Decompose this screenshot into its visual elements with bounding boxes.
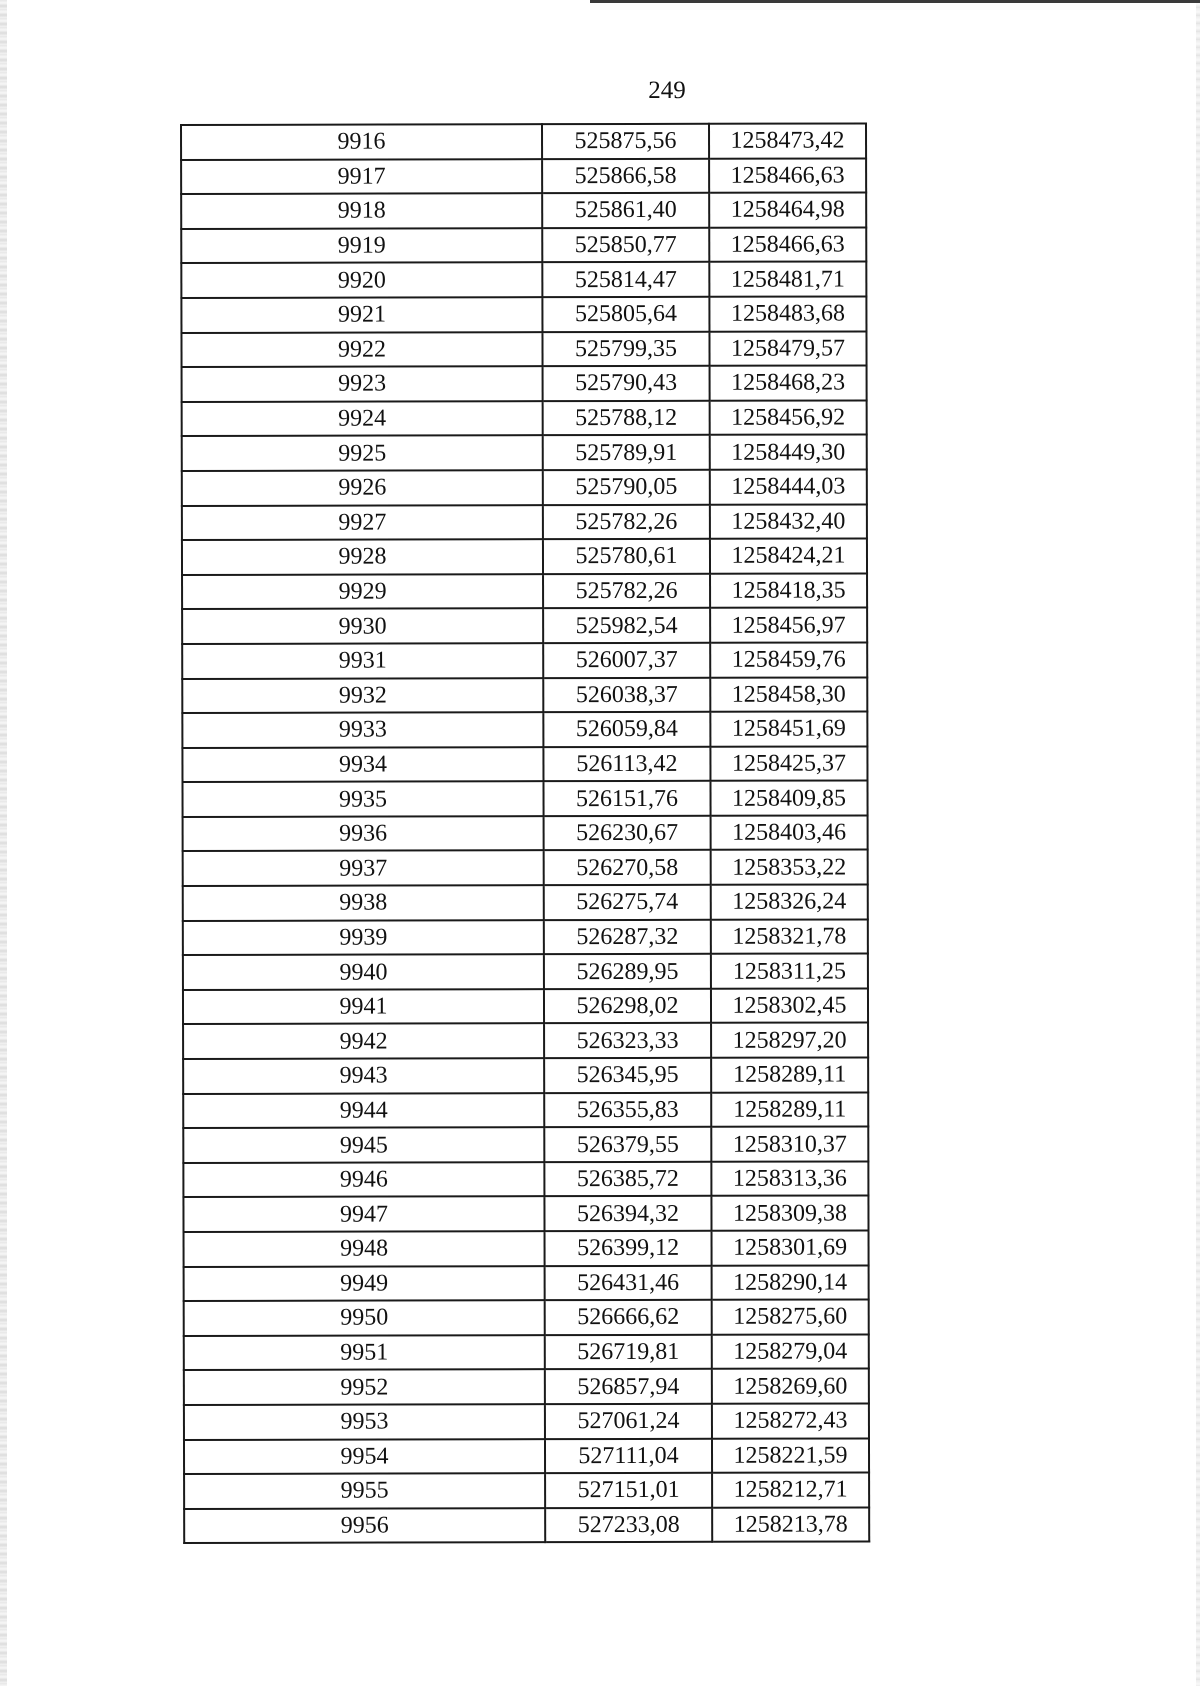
- x-coordinate-cell: 525790,05: [543, 470, 710, 505]
- table-row: [184, 1507, 869, 1543]
- point-number-cell: 9929: [182, 574, 543, 609]
- x-coordinate-cell: 525780,61: [543, 539, 710, 574]
- point-number-cell: 9919: [181, 228, 542, 263]
- x-coordinate-cell: 527151,01: [545, 1473, 712, 1508]
- y-coordinate-cell: 1258403,46: [711, 815, 868, 850]
- y-coordinate-cell: 1258212,71: [712, 1473, 869, 1508]
- x-coordinate-cell: 526399,12: [545, 1231, 712, 1266]
- x-coordinate-cell: 526323,33: [544, 1023, 711, 1058]
- table-row: [183, 885, 868, 921]
- y-coordinate-cell: 1258326,24: [711, 885, 868, 920]
- x-coordinate-cell: 525788,12: [543, 401, 710, 436]
- point-number-cell: 9924: [182, 401, 543, 436]
- table-row: [184, 1438, 869, 1474]
- table-row: [181, 158, 866, 194]
- x-coordinate-cell: 526059,84: [543, 712, 710, 747]
- point-number-cell: 9934: [182, 747, 543, 782]
- y-coordinate-cell: 1258289,11: [711, 1057, 868, 1092]
- y-coordinate-cell: 1258459,76: [710, 642, 867, 677]
- table-row: [183, 850, 868, 886]
- y-coordinate-cell: 1258449,30: [710, 435, 867, 470]
- point-number-cell: 9935: [182, 781, 543, 816]
- table-row: [184, 1265, 869, 1301]
- y-coordinate-cell: 1258301,69: [712, 1230, 869, 1265]
- table-row: [183, 1057, 868, 1093]
- y-coordinate-cell: 1258309,38: [711, 1196, 868, 1231]
- point-number-cell: 9931: [182, 643, 543, 678]
- point-number-cell: 9944: [183, 1093, 544, 1128]
- table-row: [181, 227, 866, 263]
- point-number-cell: 9920: [181, 263, 542, 298]
- point-number-cell: 9942: [183, 1024, 544, 1059]
- table-row: [182, 642, 867, 678]
- x-coordinate-cell: 526719,81: [545, 1335, 712, 1370]
- table-row: [182, 366, 867, 402]
- point-number-cell: 9925: [182, 436, 543, 471]
- table-row: [184, 1230, 869, 1266]
- x-coordinate-cell: 526007,37: [543, 643, 710, 678]
- point-number-cell: 9955: [184, 1473, 545, 1508]
- point-number-cell: 9956: [184, 1508, 545, 1543]
- x-coordinate-cell: 526289,95: [544, 954, 711, 989]
- table-row: [182, 781, 867, 817]
- table-row: [183, 1161, 868, 1197]
- table-row: [184, 1334, 869, 1370]
- table-row: [184, 1403, 869, 1439]
- point-number-cell: 9936: [183, 816, 544, 851]
- point-number-cell: 9948: [184, 1231, 545, 1266]
- table-row: [184, 1369, 869, 1405]
- point-number-cell: 9918: [181, 193, 542, 228]
- y-coordinate-cell: 1258464,98: [709, 193, 866, 228]
- y-coordinate-cell: 1258451,69: [710, 712, 867, 747]
- x-coordinate-cell: 526345,95: [544, 1058, 711, 1093]
- y-coordinate-cell: 1258353,22: [711, 850, 868, 885]
- point-number-cell: 9947: [183, 1197, 544, 1232]
- x-coordinate-cell: 526298,02: [544, 989, 711, 1024]
- table-row: [181, 262, 866, 298]
- y-coordinate-cell: 1258481,71: [709, 262, 866, 297]
- y-coordinate-cell: 1258458,30: [710, 677, 867, 712]
- y-coordinate-cell: 1258297,20: [711, 1023, 868, 1058]
- table-row: [183, 954, 868, 990]
- y-coordinate-cell: 1258466,63: [709, 227, 866, 262]
- table-row: [183, 1092, 868, 1128]
- x-coordinate-cell: 525805,64: [542, 297, 709, 332]
- point-number-cell: 9922: [181, 332, 542, 367]
- y-coordinate-cell: 1258321,78: [711, 919, 868, 954]
- table-row: [181, 123, 866, 159]
- y-coordinate-cell: 1258468,23: [710, 366, 867, 401]
- table-row: [182, 435, 867, 471]
- y-coordinate-cell: 1258425,37: [710, 746, 867, 781]
- point-number-cell: 9937: [183, 851, 544, 886]
- y-coordinate-cell: 1258275,60: [712, 1300, 869, 1335]
- point-number-cell: 9933: [182, 712, 543, 747]
- point-number-cell: 9930: [182, 608, 543, 643]
- point-number-cell: 9938: [183, 885, 544, 920]
- y-coordinate-cell: 1258456,97: [710, 608, 867, 643]
- point-number-cell: 9952: [184, 1370, 545, 1405]
- scan-edge-top: [590, 0, 1200, 3]
- y-coordinate-cell: 1258313,36: [711, 1161, 868, 1196]
- table-row: [181, 193, 866, 229]
- table-row: [183, 919, 868, 955]
- table-row: [182, 400, 867, 436]
- point-number-cell: 9950: [184, 1300, 545, 1335]
- x-coordinate-cell: 527111,04: [545, 1438, 712, 1473]
- table-row: [182, 746, 867, 782]
- table-row: [182, 573, 867, 609]
- y-coordinate-cell: 1258479,57: [709, 331, 866, 366]
- x-coordinate-cell: 526857,94: [545, 1369, 712, 1404]
- x-coordinate-cell: 526355,83: [544, 1092, 711, 1127]
- y-coordinate-cell: 1258310,37: [711, 1127, 868, 1162]
- y-coordinate-cell: 1258290,14: [712, 1265, 869, 1300]
- y-coordinate-cell: 1258311,25: [711, 954, 868, 989]
- point-number-cell: 9945: [183, 1127, 544, 1162]
- table-row: [182, 608, 867, 644]
- x-coordinate-cell: 526394,32: [544, 1196, 711, 1231]
- table-body: [181, 123, 869, 1543]
- y-coordinate-cell: 1258269,60: [712, 1369, 869, 1404]
- x-coordinate-cell: 527061,24: [545, 1404, 712, 1439]
- table-row: [181, 296, 866, 332]
- table-row: [183, 815, 868, 851]
- y-coordinate-cell: 1258272,43: [712, 1403, 869, 1438]
- point-number-cell: 9932: [182, 678, 543, 713]
- point-number-cell: 9953: [184, 1404, 545, 1439]
- point-number-cell: 9940: [183, 954, 544, 989]
- point-number-cell: 9916: [181, 124, 542, 159]
- point-number-cell: 9926: [182, 470, 543, 505]
- y-coordinate-cell: 1258432,40: [710, 504, 867, 539]
- point-number-cell: 9943: [183, 1058, 544, 1093]
- point-number-cell: 9951: [184, 1335, 545, 1370]
- page-number: 249: [648, 77, 686, 104]
- y-coordinate-cell: 1258473,42: [709, 123, 866, 158]
- y-coordinate-cell: 1258444,03: [710, 469, 867, 504]
- x-coordinate-cell: 525782,26: [543, 504, 710, 539]
- table-row: [183, 1023, 868, 1059]
- point-number-cell: 9927: [182, 505, 543, 540]
- x-coordinate-cell: 525850,77: [542, 228, 709, 263]
- y-coordinate-cell: 1258409,85: [710, 781, 867, 816]
- x-coordinate-cell: 526113,42: [543, 746, 710, 781]
- point-number-cell: 9941: [183, 989, 544, 1024]
- point-number-cell: 9939: [183, 920, 544, 955]
- scan-edge-left: [0, 0, 7, 1686]
- table-row: [184, 1473, 869, 1509]
- point-number-cell: 9946: [183, 1162, 544, 1197]
- x-coordinate-cell: 525814,47: [542, 262, 709, 297]
- x-coordinate-cell: 526270,58: [544, 850, 711, 885]
- table-row: [182, 712, 867, 748]
- y-coordinate-cell: 1258302,45: [711, 988, 868, 1023]
- x-coordinate-cell: 526666,62: [545, 1300, 712, 1335]
- y-coordinate-cell: 1258289,11: [711, 1092, 868, 1127]
- x-coordinate-cell: 525789,91: [543, 435, 710, 470]
- y-coordinate-cell: 1258418,35: [710, 573, 867, 608]
- x-coordinate-cell: 525861,40: [542, 193, 709, 228]
- table-row: [184, 1300, 869, 1336]
- y-coordinate-cell: 1258466,63: [709, 158, 866, 193]
- scan-edge-right: [1196, 0, 1200, 1686]
- y-coordinate-cell: 1258456,92: [710, 400, 867, 435]
- x-coordinate-cell: 525799,35: [542, 331, 709, 366]
- x-coordinate-cell: 525875,56: [542, 124, 709, 159]
- coordinates-table: [180, 122, 870, 1544]
- point-number-cell: 9954: [184, 1439, 545, 1474]
- point-number-cell: 9949: [184, 1266, 545, 1301]
- x-coordinate-cell: 525790,43: [543, 366, 710, 401]
- x-coordinate-cell: 526275,74: [544, 885, 711, 920]
- x-coordinate-cell: 525782,26: [543, 574, 710, 609]
- x-coordinate-cell: 526379,55: [544, 1127, 711, 1162]
- table-row: [182, 504, 867, 540]
- point-number-cell: 9921: [181, 297, 542, 332]
- x-coordinate-cell: 527233,08: [545, 1508, 712, 1543]
- table-row: [182, 469, 867, 505]
- y-coordinate-cell: 1258483,68: [709, 296, 866, 331]
- table-row: [181, 331, 866, 367]
- y-coordinate-cell: 1258213,78: [712, 1507, 869, 1542]
- x-coordinate-cell: 526151,76: [543, 781, 710, 816]
- x-coordinate-cell: 526230,67: [544, 816, 711, 851]
- x-coordinate-cell: 526385,72: [544, 1162, 711, 1197]
- y-coordinate-cell: 1258279,04: [712, 1334, 869, 1369]
- point-number-cell: 9923: [182, 366, 543, 401]
- x-coordinate-cell: 525982,54: [543, 608, 710, 643]
- x-coordinate-cell: 526431,46: [545, 1265, 712, 1300]
- y-coordinate-cell: 1258221,59: [712, 1438, 869, 1473]
- x-coordinate-cell: 525866,58: [542, 158, 709, 193]
- x-coordinate-cell: 526287,32: [544, 919, 711, 954]
- table-row: [183, 988, 868, 1024]
- table-row: [182, 677, 867, 713]
- table-row: [183, 1196, 868, 1232]
- table-row: [183, 1127, 868, 1163]
- point-number-cell: 9917: [181, 159, 542, 194]
- x-coordinate-cell: 526038,37: [543, 677, 710, 712]
- table-row: [182, 539, 867, 575]
- y-coordinate-cell: 1258424,21: [710, 539, 867, 574]
- point-number-cell: 9928: [182, 539, 543, 574]
